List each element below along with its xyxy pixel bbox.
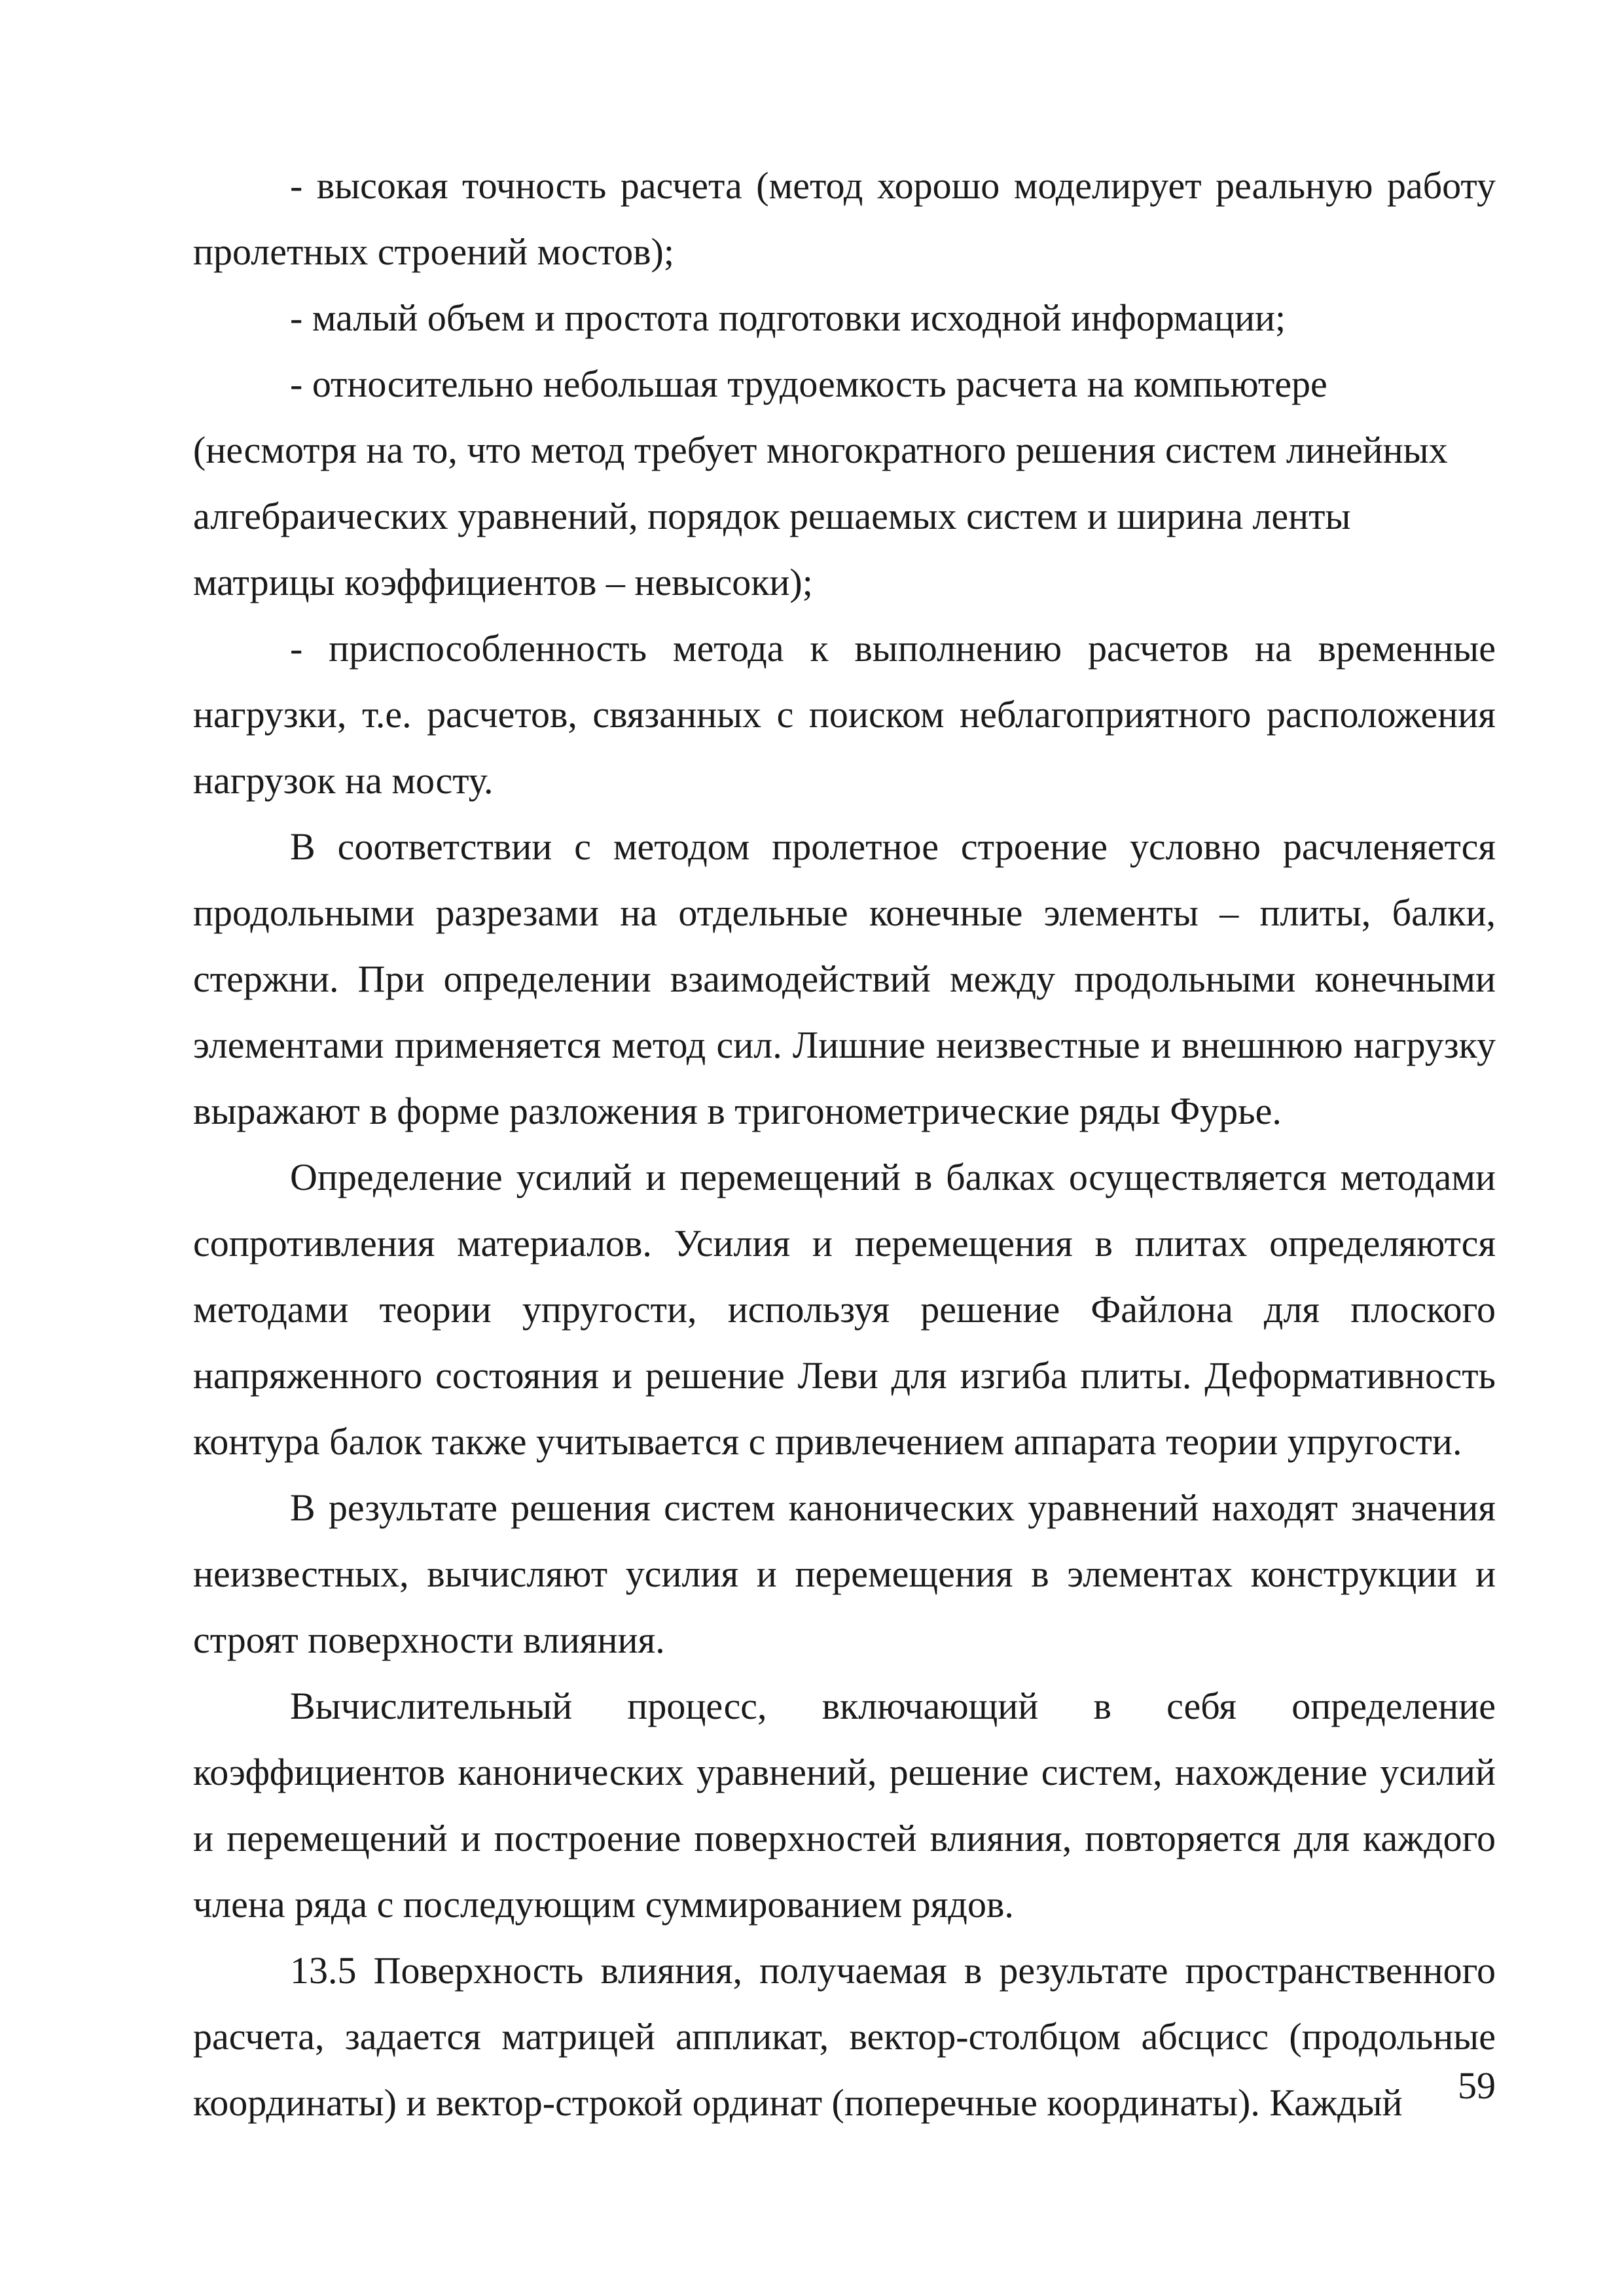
paragraph-accuracy-bullet: - высокая точность расчета (метод хорошо моделирует реальную работу пролетных строений мостов); (193, 164, 1496, 273)
paragraph-forces-displacements: Определение усилий и перемещений в балках осуществляется методами сопротивления материалов. Усилия и перемещения в плитах определяются методами теории упругости, используя решение Файлона для плоского напряженного состояния и решение Леви для изгиба плиты. Деформативность контура балок также учитывается с привлечением аппарата теории упругости. (193, 1156, 1496, 1463)
paragraph-temporary-loads-bullet: - приспособленность метода к выполнению расчетов на временные нагрузки, т.е. расчетов, связанных с поиском неблагоприятного расположения нагрузок на мосту. (193, 627, 1496, 802)
paragraph-line: - относительно небольшая трудоемкость расчета на компьютере (290, 363, 1327, 405)
paragraph-line: матрицы коэффициентов – невысоки); (193, 561, 813, 603)
paragraph-finite-elements: В соответствии с методом пролетное строение условно расчленяется продольными разрезами на отдельные конечные элементы – плиты, балки, стержни. При определении взаимодействий между продольными конечными элементами применяется метод сил. Лишние неизвестные и внешнюю нагрузку выражают в форме разложения в тригонометрические ряды Фурье. (193, 825, 1496, 1132)
document-page (193, 152, 1496, 2136)
paragraph-line: (несмотря на то, что метод требует многократного решения систем линейных (193, 429, 1448, 471)
paragraph-line: алгебраических уравнений, порядок решаемых систем и ширина ленты (193, 495, 1351, 537)
paragraph-input-data-bullet: - малый объем и простота подготовки исходной информации; (290, 296, 1286, 339)
paragraph-section-13-5: 13.5 Поверхность влияния, получаемая в результате пространственного расчета, задается матрицей аппликат, вектор-столбцом абсцисс (продольные координаты) и вектор-строкой ординат (поперечные координаты). Каждый (193, 1949, 1496, 2124)
page-number: 59 (1458, 2064, 1496, 2107)
paragraph-canonical-equations: В результате решения систем канонических уравнений находят значения неизвестных, вычисляют усилия и перемещения в элементах конструкции и строят поверхности влияния. (193, 1486, 1496, 1661)
paragraph-computational-process: Вычислительный процесс, включающий в себя определение коэффициентов канонических уравнений, решение систем, нахождение усилий и перемещений и построение поверхностей влияния, повторяется для каждого члена ряда с последующим суммированием рядов. (193, 1685, 1496, 1926)
paragraph-labor-bullet (193, 351, 1496, 615)
